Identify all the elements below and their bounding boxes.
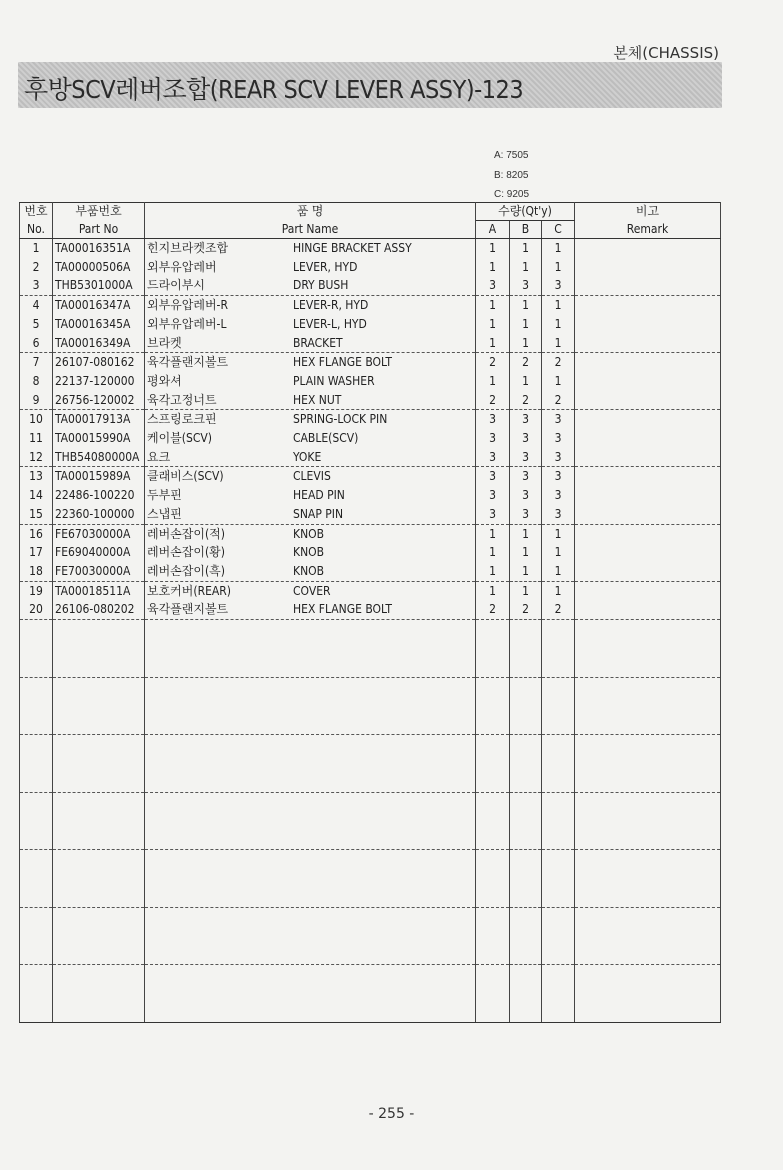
header-qty-c: C (542, 221, 575, 239)
table-row (20, 581, 721, 600)
table-row (20, 276, 721, 295)
row-qty-c: 3 (542, 486, 575, 505)
row-name-kr: 두부핀 (147, 488, 182, 503)
row-name (145, 258, 476, 277)
row-remark (575, 391, 721, 410)
row-qty-a: 1 (476, 334, 510, 353)
row-name-kr: 레버손잡이(황) (147, 545, 225, 560)
row-name-kr: 보호커버(REAR) (147, 583, 231, 598)
row-name-kr: 케이블(SCV) (147, 431, 212, 446)
row-name-kr: 평와셔 (147, 373, 182, 388)
empty-row (20, 907, 721, 965)
table-row (20, 296, 721, 315)
row-qty-b: 2 (510, 353, 542, 372)
header-remark-en: Remark (575, 221, 721, 239)
row-qty-b: 1 (510, 372, 542, 391)
model-b: B: 8205 (494, 169, 529, 181)
row-qty-c: 1 (542, 296, 575, 315)
parts-table (19, 202, 721, 1023)
row-qty-b: 1 (510, 334, 542, 353)
title-band (18, 62, 722, 108)
row-name-en: SPRING-LOCK PIN (293, 412, 388, 427)
row-name (145, 600, 476, 619)
empty-row (20, 792, 721, 850)
table-row (20, 239, 721, 258)
row-name (145, 486, 476, 505)
table-row (20, 448, 721, 467)
row-name-kr: 스냅핀 (147, 506, 182, 521)
row-qty-c: 1 (542, 524, 575, 543)
row-qty-b: 1 (510, 524, 542, 543)
row-qty-a: 1 (476, 239, 510, 258)
row-remark (575, 448, 721, 467)
row-name-en: HEX NUT (293, 392, 342, 407)
table-row (20, 524, 721, 543)
row-qty-c: 2 (542, 391, 575, 410)
header-part-no-en: Part No (53, 221, 145, 239)
header-qty-b: B (510, 221, 542, 239)
empty-row (20, 965, 721, 1023)
row-remark (575, 467, 721, 486)
header-name-kr: 품 명 (145, 203, 476, 221)
row-name-en: COVER (293, 583, 331, 598)
row-qty-a: 2 (476, 353, 510, 372)
row-qty-a: 3 (476, 467, 510, 486)
row-qty-b: 1 (510, 239, 542, 258)
row-name-kr: 레버손잡이(적) (147, 526, 225, 541)
row-qty-a: 1 (476, 581, 510, 600)
row-qty-a: 2 (476, 600, 510, 619)
row-remark (575, 410, 721, 429)
row-qty-a: 1 (476, 296, 510, 315)
row-name-kr: 외부유압레버-L (147, 316, 227, 331)
row-qty-a: 1 (476, 543, 510, 562)
table-row (20, 315, 721, 334)
row-remark (575, 505, 721, 524)
row-name (145, 276, 476, 295)
row-name-en: HEX FLANGE BOLT (293, 602, 392, 617)
table-row (20, 600, 721, 619)
row-name-kr: 육각플랜지볼트 (147, 355, 229, 370)
header-part-no-kr: 부품번호 (53, 203, 145, 221)
row-part-no: 22486-100220 (53, 486, 145, 505)
row-remark (575, 239, 721, 258)
row-name-kr: 레버손잡이(흑) (147, 563, 225, 578)
section-label: 본체(CHASSIS) (613, 44, 719, 62)
row-qty-b: 3 (510, 448, 542, 467)
row-qty-a: 1 (476, 258, 510, 277)
row-qty-a: 1 (476, 524, 510, 543)
row-name (145, 505, 476, 524)
row-name-kr: 힌지브라켓조합 (147, 241, 229, 255)
row-qty-b: 3 (510, 505, 542, 524)
row-name-en: SNAP PIN (293, 506, 344, 521)
row-remark (575, 258, 721, 277)
table-row (20, 562, 721, 581)
row-name (145, 334, 476, 353)
row-name (145, 524, 476, 543)
row-qty-b: 1 (510, 296, 542, 315)
row-part-no: TA00016345A (53, 315, 145, 334)
row-part-no: TA00016347A (53, 296, 145, 315)
row-qty-a: 1 (476, 562, 510, 581)
page-title: 후방SCV레버조합(REAR SCV LEVER ASSY)-123 (24, 75, 524, 104)
row-qty-c: 3 (542, 410, 575, 429)
row-qty-b: 2 (510, 391, 542, 410)
row-name-en: HEX FLANGE BOLT (293, 355, 392, 370)
row-no: 15 (20, 505, 53, 524)
row-qty-a: 3 (476, 429, 510, 448)
row-part-no: TA00000506A (53, 258, 145, 277)
row-part-no: TA00018511A (53, 581, 145, 600)
row-name-en: CLEVIS (293, 469, 331, 484)
row-qty-c: 1 (542, 258, 575, 277)
row-name (145, 391, 476, 410)
row-name-en: KNOB (293, 526, 325, 541)
row-qty-b: 1 (510, 315, 542, 334)
row-name-en: LEVER, HYD (293, 259, 358, 274)
row-no: 2 (20, 258, 53, 277)
row-name (145, 239, 476, 258)
row-qty-c: 1 (542, 562, 575, 581)
row-remark (575, 581, 721, 600)
row-name (145, 429, 476, 448)
row-name-kr: 육각고정너트 (147, 392, 217, 407)
empty-row (20, 620, 721, 678)
row-part-no: FE70030000A (53, 562, 145, 581)
table-row (20, 372, 721, 391)
row-qty-b: 1 (510, 562, 542, 581)
row-qty-c: 3 (542, 276, 575, 295)
row-part-no: 22137-120000 (53, 372, 145, 391)
row-remark (575, 600, 721, 619)
row-qty-c: 1 (542, 239, 575, 258)
row-qty-b: 1 (510, 258, 542, 277)
row-no: 19 (20, 581, 53, 600)
row-qty-a: 3 (476, 486, 510, 505)
row-part-no: THB54080000A (53, 448, 145, 467)
header-no-kr: 번호 (20, 203, 53, 221)
header-remark-kr: 비고 (575, 203, 721, 221)
model-legend (494, 146, 529, 205)
row-name-en: BRACKET (293, 335, 343, 350)
row-no: 20 (20, 600, 53, 619)
row-part-no: TA00015990A (53, 429, 145, 448)
row-qty-b: 3 (510, 467, 542, 486)
table-row (20, 543, 721, 562)
row-qty-a: 3 (476, 448, 510, 467)
row-name-en: KNOB (293, 545, 325, 560)
row-remark (575, 276, 721, 295)
row-name-en: CABLE(SCV) (293, 431, 359, 446)
row-name (145, 448, 476, 467)
row-name (145, 562, 476, 581)
row-name-en: LEVER-L, HYD (293, 316, 367, 331)
row-no: 12 (20, 448, 53, 467)
row-qty-a: 3 (476, 410, 510, 429)
row-no: 10 (20, 410, 53, 429)
row-name (145, 353, 476, 372)
row-qty-c: 1 (542, 581, 575, 600)
row-no: 13 (20, 467, 53, 486)
row-qty-c: 3 (542, 505, 575, 524)
row-qty-c: 2 (542, 600, 575, 619)
row-qty-c: 1 (542, 372, 575, 391)
row-name-en: KNOB (293, 563, 325, 578)
row-name-kr: 요크 (147, 449, 171, 464)
empty-row (20, 850, 721, 908)
row-name-kr: 육각플랜지볼트 (147, 602, 229, 617)
row-part-no: 26106-080202 (53, 600, 145, 619)
row-name (145, 315, 476, 334)
row-no: 14 (20, 486, 53, 505)
row-part-no: FE69040000A (53, 543, 145, 562)
row-name (145, 372, 476, 391)
table-row (20, 505, 721, 524)
table-row (20, 429, 721, 448)
table-row (20, 486, 721, 505)
row-name-kr: 브라켓 (147, 335, 182, 350)
row-name-kr: 드라이부시 (147, 278, 205, 293)
row-name-en: HEAD PIN (293, 488, 345, 503)
row-no: 4 (20, 296, 53, 315)
row-part-no: TA00016351A (53, 239, 145, 258)
row-qty-b: 1 (510, 543, 542, 562)
table-row (20, 353, 721, 372)
row-no: 18 (20, 562, 53, 581)
row-name (145, 543, 476, 562)
row-qty-a: 3 (476, 276, 510, 295)
row-qty-c: 1 (542, 334, 575, 353)
row-part-no: TA00016349A (53, 334, 145, 353)
row-qty-c: 2 (542, 353, 575, 372)
row-no: 7 (20, 353, 53, 372)
row-name (145, 410, 476, 429)
table-row (20, 467, 721, 486)
empty-row (20, 735, 721, 793)
row-no: 1 (20, 239, 53, 258)
row-remark (575, 524, 721, 543)
row-qty-c: 1 (542, 543, 575, 562)
row-name-kr: 스프링로크핀 (147, 412, 217, 427)
row-qty-b: 2 (510, 600, 542, 619)
row-part-no: 26756-120002 (53, 391, 145, 410)
row-remark (575, 486, 721, 505)
row-remark (575, 372, 721, 391)
row-remark (575, 562, 721, 581)
row-qty-c: 3 (542, 448, 575, 467)
row-qty-a: 1 (476, 372, 510, 391)
row-qty-b: 3 (510, 429, 542, 448)
row-qty-b: 3 (510, 410, 542, 429)
row-remark (575, 429, 721, 448)
row-qty-b: 1 (510, 581, 542, 600)
row-no: 5 (20, 315, 53, 334)
row-name-kr: 외부유압레버 (147, 259, 217, 274)
table-row (20, 391, 721, 410)
row-qty-c: 1 (542, 315, 575, 334)
row-no: 16 (20, 524, 53, 543)
row-part-no: 26107-080162 (53, 353, 145, 372)
row-qty-c: 3 (542, 429, 575, 448)
header-qty-a: A (476, 221, 510, 239)
table-row (20, 258, 721, 277)
row-no: 9 (20, 391, 53, 410)
model-a: A: 7505 (494, 150, 529, 161)
row-part-no: TA00015989A (53, 467, 145, 486)
row-name-en: HINGE BRACKET ASSY (293, 241, 412, 255)
page-number: - 255 - (368, 1106, 415, 1122)
row-name-en: PLAIN WASHER (293, 373, 375, 388)
table-row (20, 410, 721, 429)
row-no: 6 (20, 334, 53, 353)
header-qty: 수량(Qt'y) (476, 203, 575, 221)
header-name-en: Part Name (145, 221, 476, 239)
row-name-en: DRY BUSH (293, 278, 349, 293)
row-name-kr: 클래비스(SCV) (147, 469, 224, 484)
parts-table-body (20, 239, 721, 1023)
row-qty-a: 3 (476, 505, 510, 524)
header-no-en: No. (20, 221, 53, 239)
row-no: 8 (20, 372, 53, 391)
row-qty-a: 2 (476, 391, 510, 410)
row-remark (575, 296, 721, 315)
row-no: 17 (20, 543, 53, 562)
row-qty-c: 3 (542, 467, 575, 486)
row-name-en: LEVER-R, HYD (293, 298, 369, 313)
row-part-no: TA00017913A (53, 410, 145, 429)
row-remark (575, 543, 721, 562)
row-remark (575, 353, 721, 372)
row-qty-b: 3 (510, 276, 542, 295)
row-part-no: THB5301000A (53, 276, 145, 295)
row-remark (575, 334, 721, 353)
row-qty-b: 3 (510, 486, 542, 505)
table-row (20, 334, 721, 353)
model-c: C: 9205 (494, 189, 530, 200)
row-no: 3 (20, 276, 53, 295)
empty-row (20, 677, 721, 735)
row-name (145, 581, 476, 600)
row-name (145, 296, 476, 315)
row-part-no: FE67030000A (53, 524, 145, 543)
row-name (145, 467, 476, 486)
row-name-en: YOKE (293, 449, 322, 464)
row-name-kr: 외부유압레버-R (147, 298, 228, 313)
row-part-no: 22360-100000 (53, 505, 145, 524)
row-no: 11 (20, 429, 53, 448)
row-qty-a: 1 (476, 315, 510, 334)
row-remark (575, 315, 721, 334)
